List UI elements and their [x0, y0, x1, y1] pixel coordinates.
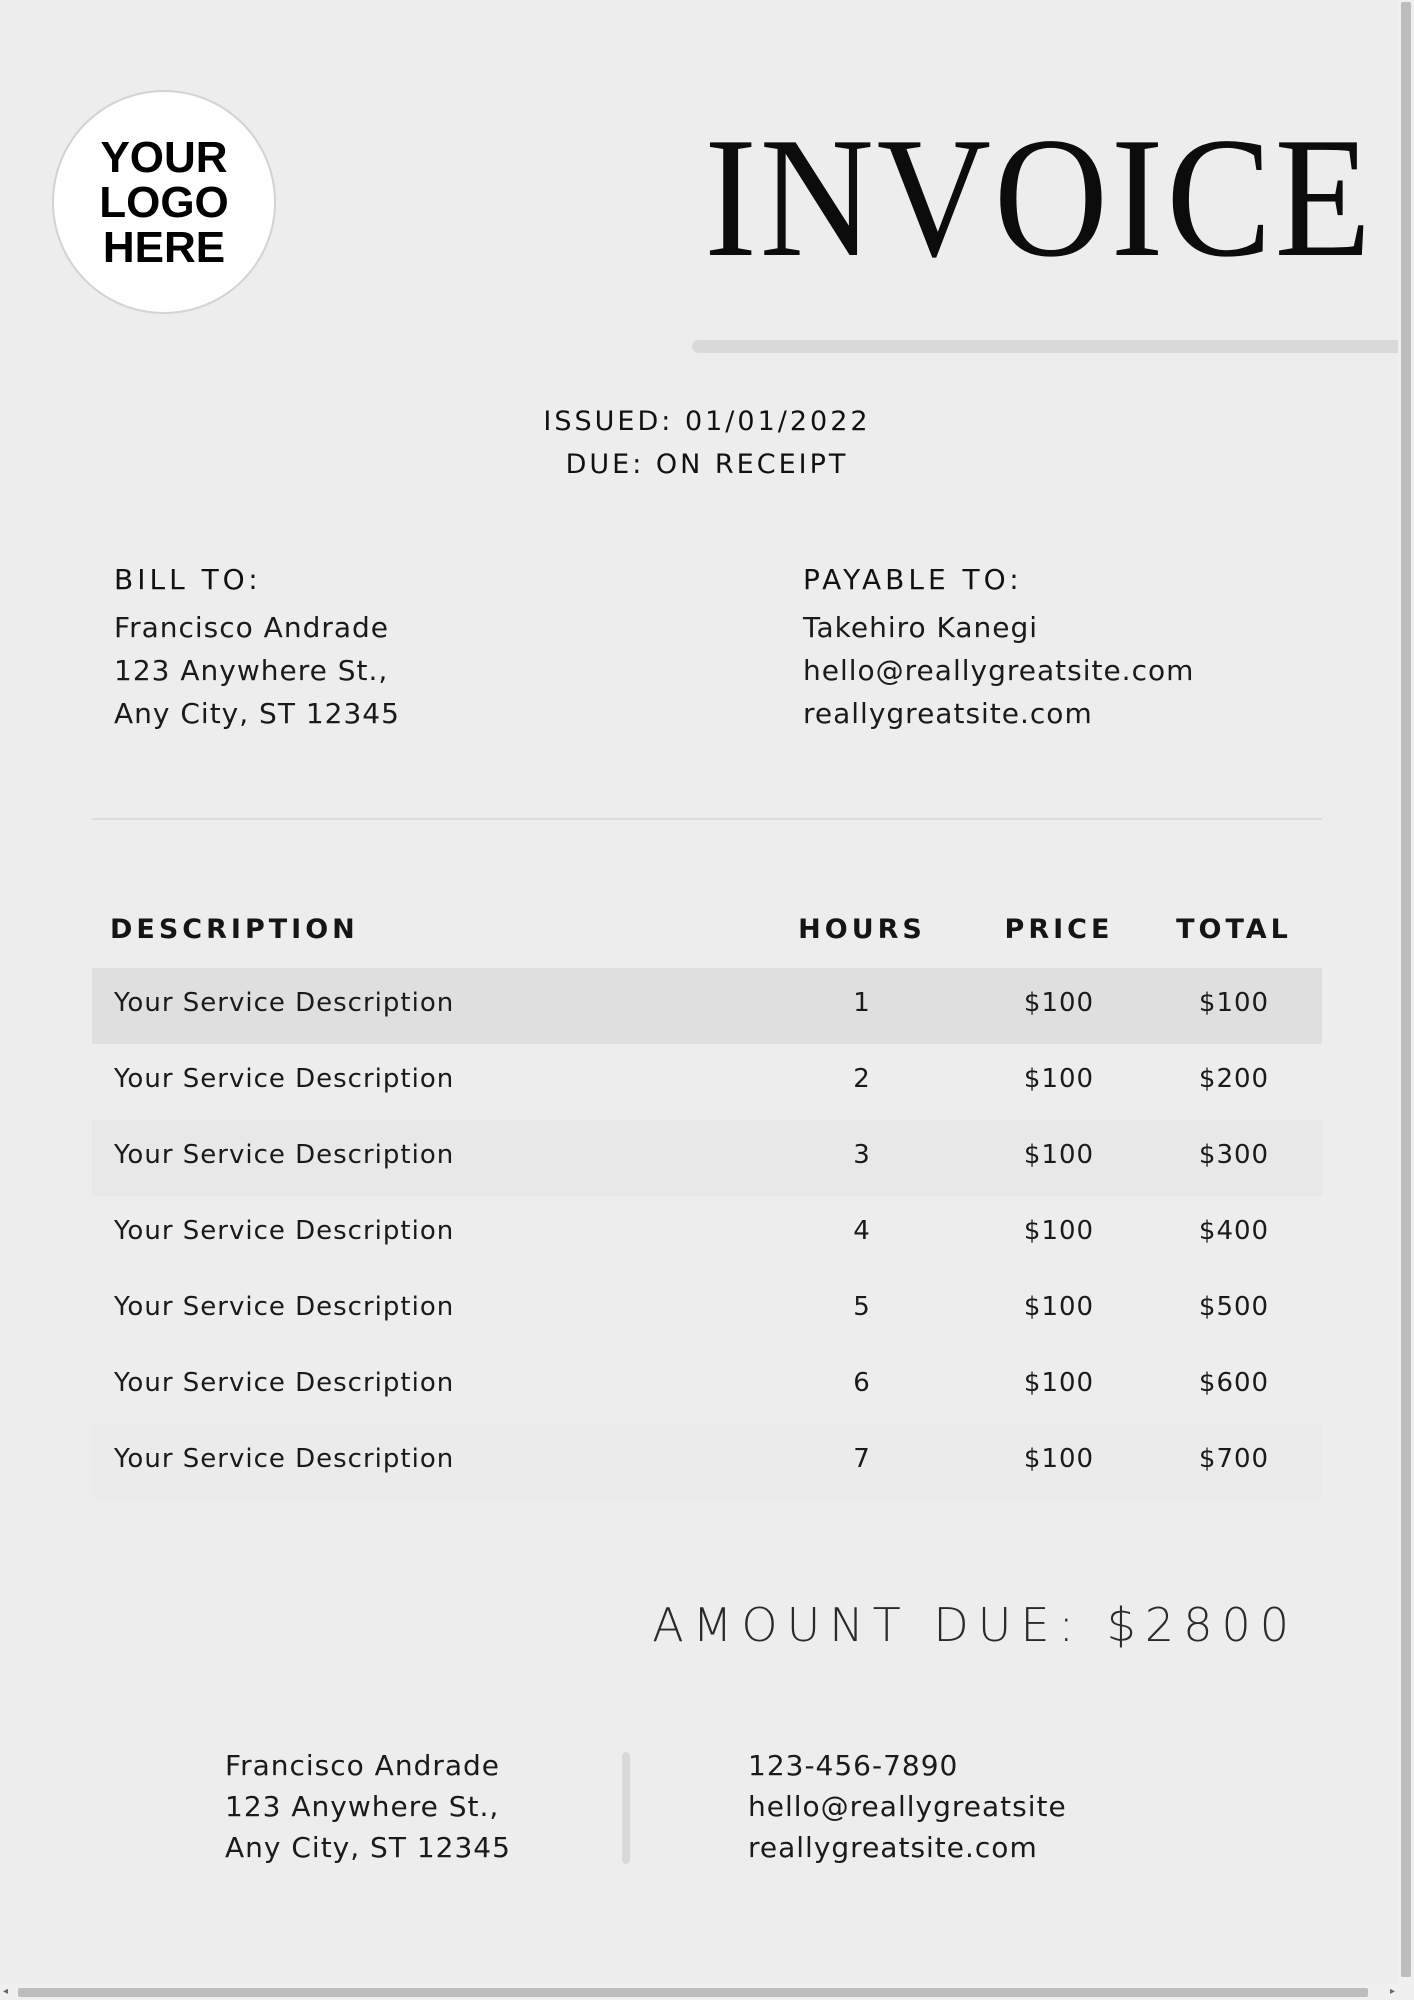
row-description: Your Service Description	[114, 1140, 455, 1170]
scroll-right-arrow-icon[interactable]: ▸	[1389, 1986, 1395, 1997]
row-price: $100	[1023, 1292, 1095, 1322]
horizontal-scrollbar[interactable]	[0, 1984, 1398, 2000]
row-total: $600	[1198, 1368, 1270, 1398]
row-hours: 3	[853, 1140, 871, 1170]
footer-address	[225, 1745, 511, 1868]
row-hours: 2	[853, 1064, 871, 1094]
row-price: $100	[1023, 1064, 1095, 1094]
payable-to-email: hello@reallygreatsite.com	[803, 654, 1195, 687]
bill-to-label: BILL TO:	[114, 563, 262, 596]
due-date: DUE: ON RECEIPT	[565, 449, 849, 480]
row-hours: 4	[853, 1216, 871, 1246]
header-price: PRICE	[1004, 914, 1114, 945]
footer-phone: 123-456-7890	[748, 1749, 959, 1782]
row-description: Your Service Description	[114, 988, 455, 1018]
scroll-left-arrow-icon[interactable]: ◂	[3, 1986, 9, 1997]
row-hours: 1	[853, 988, 871, 1018]
footer-name: Francisco Andrade	[225, 1749, 501, 1782]
row-total: $100	[1198, 988, 1270, 1018]
table-header	[92, 900, 1322, 968]
payable-to-label: PAYABLE TO:	[803, 563, 1023, 596]
row-total: $300	[1198, 1140, 1270, 1170]
payable-to-name: Takehiro Kanegi	[803, 611, 1039, 644]
payable-to-section	[803, 560, 1194, 735]
row-price: $100	[1023, 988, 1095, 1018]
bill-to-name: Francisco Andrade	[114, 611, 390, 644]
bill-to-section	[114, 560, 400, 735]
bill-to-street: 123 Anywhere St.,	[114, 654, 389, 687]
row-total: $500	[1198, 1292, 1270, 1322]
row-description: Your Service Description	[114, 1444, 455, 1474]
footer-website: reallygreatsite.com	[748, 1831, 1038, 1864]
horizontal-scrollbar-thumb[interactable]	[18, 1988, 1368, 1997]
line-items-table	[92, 900, 1322, 1500]
vertical-scrollbar[interactable]	[1398, 0, 1414, 2000]
invoice-dates	[0, 400, 1398, 486]
row-price: $100	[1023, 1368, 1095, 1398]
table-row	[92, 1348, 1322, 1424]
logo-placeholder	[52, 90, 276, 314]
row-description: Your Service Description	[114, 1216, 455, 1246]
footer-separator	[622, 1752, 630, 1864]
row-price: $100	[1023, 1140, 1095, 1170]
row-total: $200	[1198, 1064, 1270, 1094]
row-description: Your Service Description	[114, 1292, 455, 1322]
table-row	[92, 1272, 1322, 1348]
table-row	[92, 968, 1322, 1044]
row-hours: 6	[853, 1368, 871, 1398]
payable-to-website: reallygreatsite.com	[803, 697, 1093, 730]
row-description: Your Service Description	[114, 1064, 455, 1094]
bill-to-city: Any City, ST 12345	[114, 697, 400, 730]
table-row	[92, 1196, 1322, 1272]
table-row	[92, 1424, 1322, 1500]
row-description: Your Service Description	[114, 1368, 455, 1398]
table-row	[92, 1044, 1322, 1120]
logo-text: YOUR LOGO HERE	[99, 132, 229, 272]
section-divider	[92, 818, 1322, 820]
row-total: $700	[1198, 1444, 1270, 1474]
title-underline-bar	[692, 340, 1398, 353]
row-price: $100	[1023, 1216, 1095, 1246]
footer-street: 123 Anywhere St.,	[225, 1790, 500, 1823]
header-description: DESCRIPTION	[110, 914, 359, 945]
footer-city: Any City, ST 12345	[225, 1831, 511, 1864]
row-hours: 5	[853, 1292, 871, 1322]
invoice-title: INVOICE	[704, 103, 1374, 293]
row-total: $400	[1198, 1216, 1270, 1246]
table-row	[92, 1120, 1322, 1196]
vertical-scrollbar-thumb[interactable]	[1401, 2, 1411, 1977]
row-hours: 7	[853, 1444, 871, 1474]
header-hours: HOURS	[798, 914, 926, 945]
row-price: $100	[1023, 1444, 1095, 1474]
header-total: TOTAL	[1176, 914, 1292, 945]
footer-email: hello@reallygreatsite	[748, 1790, 1067, 1823]
amount-due: AMOUNT DUE: $2800	[652, 1598, 1298, 1652]
footer-contact	[748, 1745, 1067, 1868]
issued-date: ISSUED: 01/01/2022	[543, 406, 871, 437]
